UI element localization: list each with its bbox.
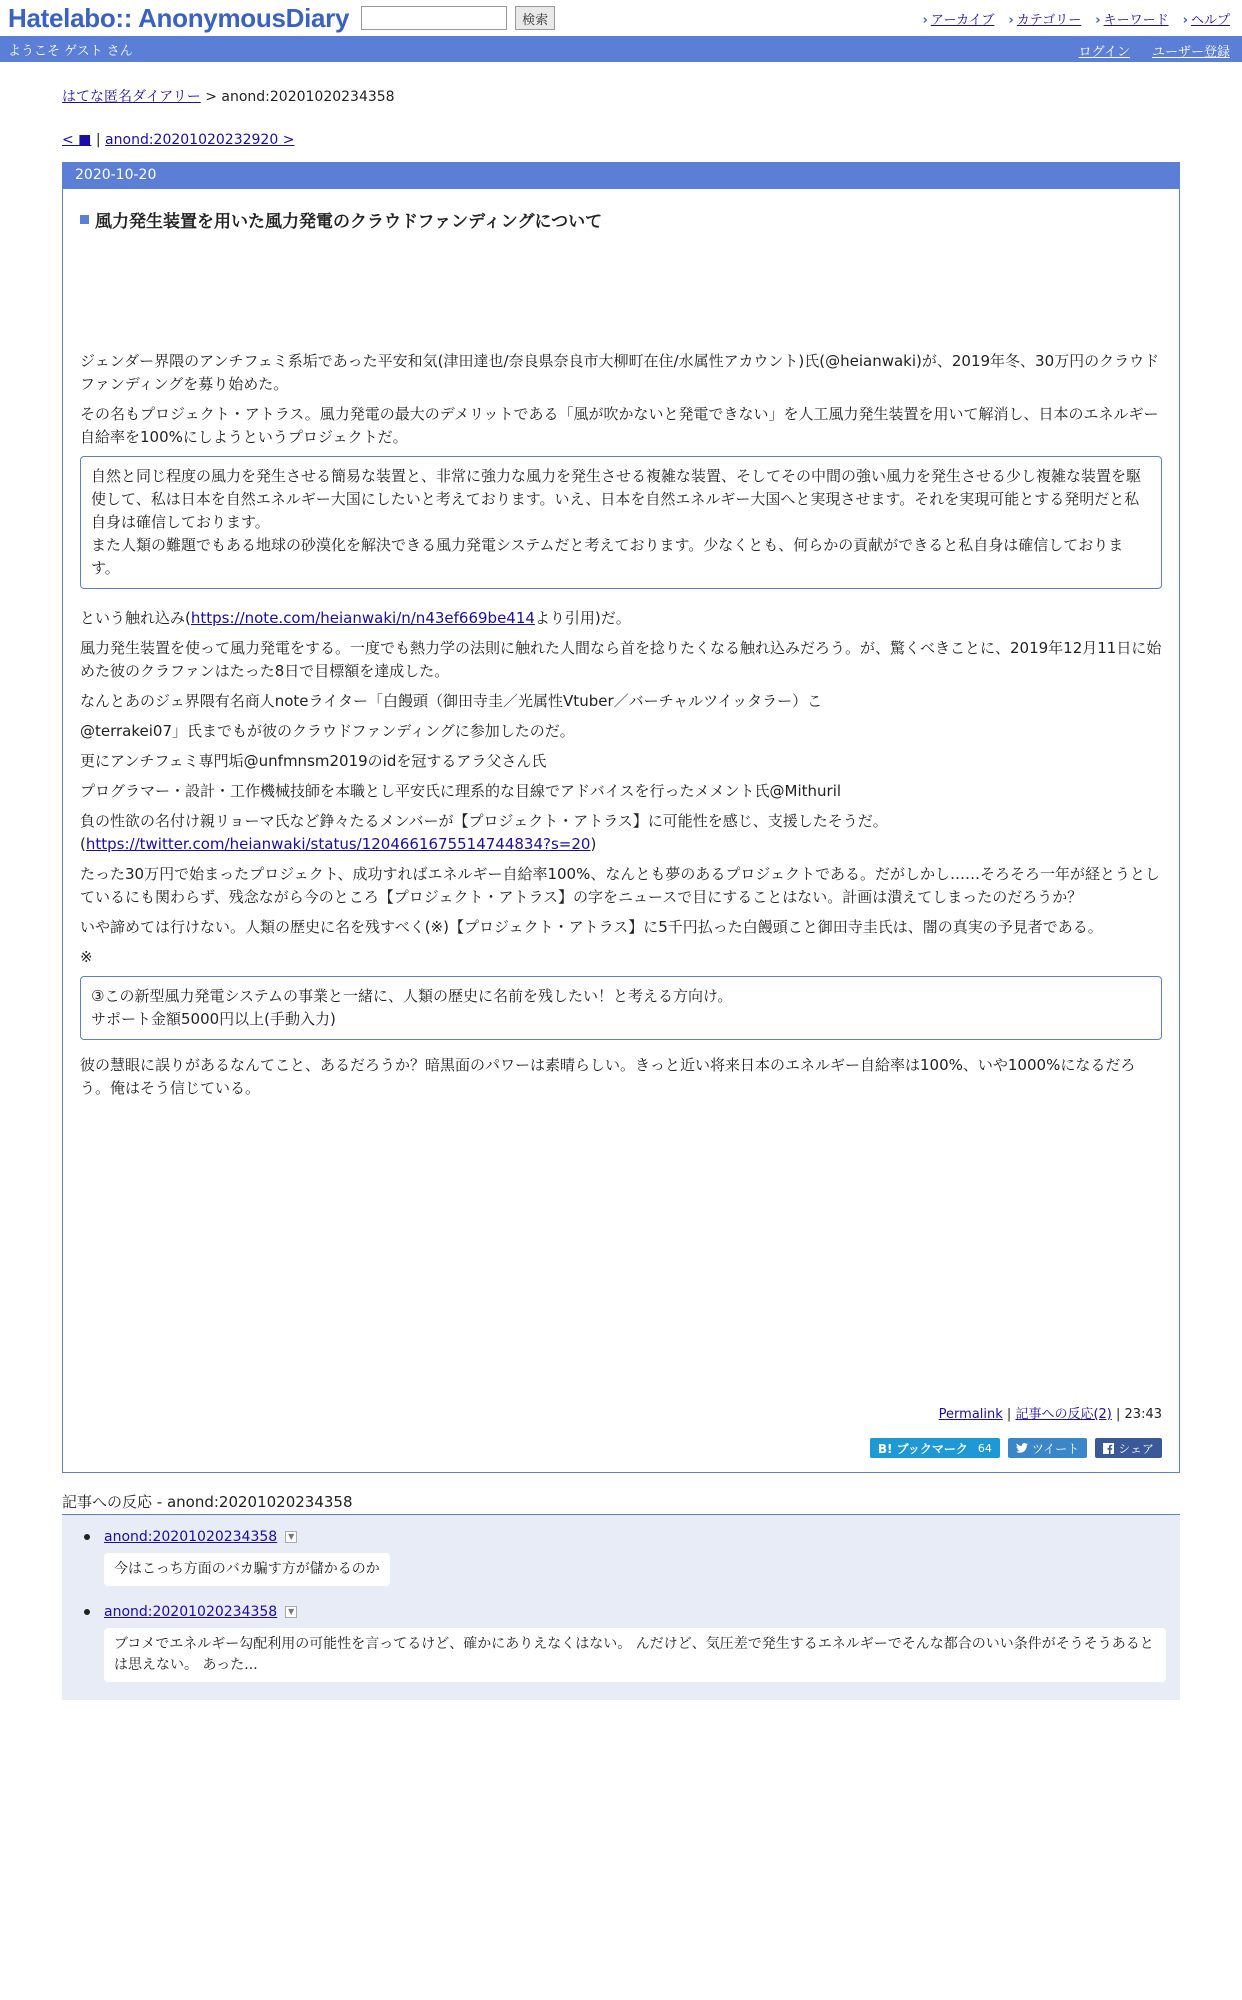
- reaction-link[interactable]: anond:20201020234358: [104, 1604, 278, 1620]
- list-item: [104, 1604, 1166, 1682]
- paragraph: 更にアンチフェミ専門垢@unfmnsm2019のidを冠するアラ父さん氏: [80, 752, 547, 770]
- main-container: [62, 86, 1180, 1700]
- register-link[interactable]: ユーザー登録: [1151, 45, 1230, 60]
- hatena-bookmark-button[interactable]: [870, 1438, 1000, 1458]
- paragraph: 彼の慧眼に誤りがあるなんてこと、あるだろうか？暗黒面のパワーは素晴らしい。きっと近い将来日本のエネルギー自給率は100%、いや1000%になるだろう。俺はそう信じている。: [80, 1056, 1136, 1097]
- paragraph: ジェンダー界隈のアンチフェミ系垢であった平安和気(津田達也/奈良県奈良市大柳町在住/水属性アカウント)氏(@heianwaki)が、2019年冬、30万円のクラウドファンディングを募り始めた。: [80, 352, 1160, 393]
- chevron-down-icon[interactable]: ▼: [285, 1606, 297, 1618]
- pager: [62, 132, 1180, 148]
- chevron-down-icon[interactable]: ▼: [285, 1531, 297, 1543]
- entry-title-text: 風力発生装置を用いた風力発電のクラウドファンディングについて: [95, 212, 603, 232]
- user-bar: [0, 36, 1242, 62]
- pager-separator: |: [91, 132, 106, 148]
- paragraph: その名もプロジェクト・アトラス。風力発電の最大のデメリットである「風が吹かないと発電できない」を人工風力発生装置を用いて解消し、日本のエネルギー自給率を100%にしようというプロジェクトだ。: [80, 405, 1159, 446]
- bullet-icon: [84, 1609, 90, 1615]
- paragraph: ※: [80, 948, 93, 966]
- twitter-link[interactable]: https://twitter.com/heianwaki/status/1204661675514744834?s=20: [85, 835, 591, 853]
- paragraph: [80, 810, 1162, 856]
- reactions-list: [62, 1515, 1180, 1700]
- blockquote: [80, 976, 1162, 1040]
- text: 負の性欲の名付け親リョーマ氏など錚々たるメンバーが【プロジェクト・アトラス】に可能性を感じ、支援したそうだ。: [80, 812, 888, 830]
- top-nav: [922, 9, 1230, 28]
- paragraph: プログラマー・設計・工作機械技師を本職とし平安氏に理系的な目線でアドバイスを行ったメメント氏@Mithuril: [80, 782, 842, 800]
- footer-separator: |: [1002, 1407, 1016, 1422]
- text: ): [590, 835, 597, 853]
- entry-date: 2020-10-20: [63, 163, 1179, 189]
- square-icon[interactable]: [80, 215, 89, 224]
- next-entry-link[interactable]: anond:20201020232920 >: [105, 132, 295, 148]
- nav-category[interactable]: › カテゴリー: [1008, 9, 1081, 28]
- permalink[interactable]: Permalink: [938, 1407, 1003, 1422]
- diary-entry: [62, 162, 1180, 1473]
- paragraph: 風力発生装置を使って風力発電をする。一度でも熱力学の法則に触れた人間なら首を捻りたくなる触れ込みだろう。が、驚くべきことに、2019年12月11日に始めた彼のクラファンはたった8日で目標額を達成した。: [80, 639, 1162, 680]
- quote-line: ③この新型風力発電システムの事業と一緒に、人類の歴史に名前を残したい！と考える方向け。: [91, 987, 733, 1005]
- footer-separator: |: [1111, 1407, 1125, 1422]
- tweet-button[interactable]: [1008, 1438, 1087, 1458]
- paragraph: たった30万円で始まったプロジェクト、成功すればエネルギー自給率100%、なんとも夢のあるプロジェクトである。だがしかし……そろそろ一年が経とうとしているにも関わらず、残念ながら今のところ【プロジェクト・アトラス】の字をニュースで目にすることはない。計画は潰えてしまったのだろうか？: [80, 865, 1161, 906]
- breadcrumb-root-link[interactable]: はてな匿名ダイアリー: [62, 89, 201, 105]
- facebook-label: シェア: [1118, 1441, 1154, 1456]
- reactions-header: 記事への反応 - anond:20201020234358: [62, 1491, 1180, 1515]
- reactions-link[interactable]: 記事への反応(2): [1015, 1407, 1112, 1422]
- paragraph: なんとあのジェ界隈有名商人noteライター「白饅頭（御田寺圭／光属性Vtuber／バーチャルツイッタラー）こ: [80, 692, 823, 710]
- breadcrumb: [62, 86, 1180, 106]
- prev-entry-link[interactable]: < ■: [62, 132, 92, 148]
- blockquote: [80, 456, 1162, 589]
- entry-body: [63, 189, 1179, 1472]
- nav-help[interactable]: › ヘルプ: [1183, 9, 1230, 28]
- tweet-label: ツイート: [1031, 1441, 1080, 1456]
- site-logo[interactable]: Hatelabo:: AnonymousDiary: [8, 2, 350, 33]
- text: (: [80, 835, 86, 853]
- paragraph: [80, 607, 1162, 630]
- entry-footer: [80, 1403, 1162, 1422]
- user-links: [1079, 41, 1230, 60]
- entry-time: 23:43: [1124, 1407, 1162, 1422]
- quote-line: 自然と同じ程度の風力を発生させる簡易な装置と、非常に強力な風力を発生させる複雑な装置、そしてその中間の強い風力を発生させる少し複雑な装置を駆使して、私は日本を自然エネルギー大国にしたいと考えております。いえ、日本を自然エネルギー大国へと実現させます。それを実現可能とする発明だと私自身は確信しております。: [91, 467, 1142, 531]
- breadcrumb-current: anond:20201020234358: [221, 89, 395, 105]
- login-link[interactable]: ログイン: [1078, 45, 1130, 60]
- bullet-icon: [84, 1534, 90, 1540]
- bookmark-count: 64: [977, 1441, 992, 1455]
- quote-line: また人類の難題でもある地球の砂漠化を解決できる風力発電システムだと考えております。少なくとも、何らかの貢献ができると私自身は確信しております。: [91, 536, 1124, 577]
- list-item: [104, 1529, 1166, 1586]
- reaction-link[interactable]: anond:20201020234358: [104, 1529, 278, 1545]
- search-button[interactable]: 検索: [515, 6, 555, 30]
- reaction-excerpt: 今はこっち方面のバカ騙す方が儲かるのか: [104, 1553, 390, 1586]
- breadcrumb-separator: >: [200, 89, 222, 105]
- paragraph: @terrakei07」氏までもが彼のクラウドファンディングに参加したのだ。: [80, 722, 575, 740]
- welcome-text: ようこそ ゲスト さん: [8, 43, 133, 59]
- facebook-icon: [1103, 1443, 1114, 1454]
- nav-archive[interactable]: › アーカイブ: [922, 9, 994, 28]
- search-input[interactable]: [361, 6, 507, 30]
- entry-title: [80, 207, 1162, 232]
- note-link[interactable]: https://note.com/heianwaki/n/n43ef669be414: [190, 609, 535, 627]
- twitter-bird-icon: [1016, 1443, 1028, 1453]
- paragraph: いや諦めては行けない。人類の歴史に名を残すべく(※)【プロジェクト・アトラス】に5千円払った白饅頭こと御田寺圭氏は、闇の真実の予見者である。: [80, 918, 1103, 936]
- text: という触れ込み(: [80, 609, 191, 627]
- top-header: [0, 0, 1242, 36]
- text: より引用)だ。: [534, 609, 631, 627]
- hatena-bookmark-label: B! ブックマーク: [877, 1441, 968, 1456]
- share-buttons: [80, 1438, 1162, 1458]
- reaction-excerpt: ブコメでエネルギー勾配利用の可能性を言ってるけど、確かにありえなくはない。 んだけど、気圧差で発生するエネルギーでそんな都合のいい条件がそうそうあるとは思えない。 あった...: [104, 1628, 1166, 1682]
- quote-line: サポート金額5000円以上(手動入力): [91, 1010, 336, 1028]
- facebook-share-button[interactable]: [1095, 1438, 1162, 1458]
- nav-keyword[interactable]: › キーワード: [1095, 9, 1168, 28]
